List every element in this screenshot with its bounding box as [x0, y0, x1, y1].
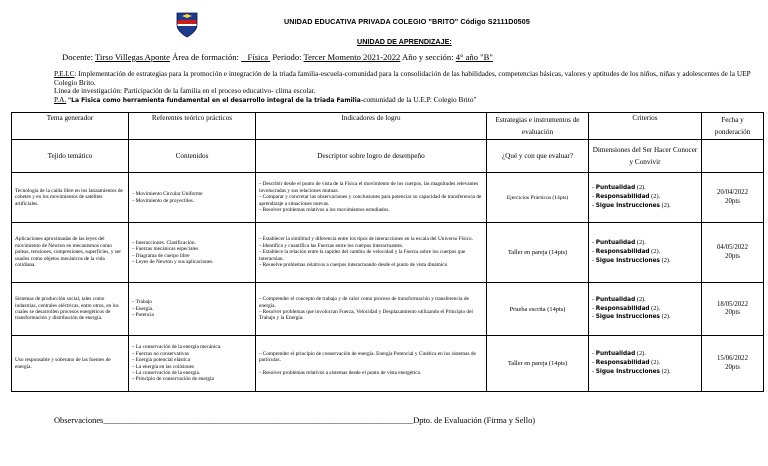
learning-unit-table	[11, 112, 764, 392]
peic-line: P.E.I.C: Implementación de estrategias para la promoción e integración de la triada familia-escuela-comunidad para la consolidación de las habilidades, competencias básicas, valores y aptitudes de los niños, niñas y adolescentes de la UEP Colegio Brito.	[54, 69, 751, 87]
criterios-cell: - Puntualidad (2). - Responsabilidad (2). - Sigue Instrucciones (2).	[589, 173, 702, 223]
indicadores-cell: – Describir desde el punto de vista de la Física el movimiento de los cuerpos, las magnitudes relevantes involucradas y sus relaciones mutuas. – Comparar y concretar las observaciones y conclusiones para potenciar su capacidad de transferencia de aprendizaje a situaciones nuevas. – Resolver problemas relativos a los movimientos estudiados.	[256, 173, 487, 223]
teacher-line: Docente: Tirso Villegas Aponte Área de formación: Física Periodo: Tercer Momento 2021-2022 Año y sección: 4° año "B"	[62, 52, 493, 62]
teacher-name: Tirso Villegas Aponte	[95, 52, 170, 62]
fecha-cell: 04/05/2022 20pts	[702, 223, 764, 283]
contenidos-cell: – La conservación de la energía mecánica. – Fuerzas no conservativas – Energía potencial elástica – La energía en las colisiones – La conservación de la energía. – Principio de conservación de energía	[129, 336, 256, 392]
header-criterios: Criterios	[589, 113, 702, 140]
sub-empty	[702, 140, 764, 173]
observations-blank: __________________________________________________________________________	[103, 416, 414, 425]
indicadores-cell: – Establecer la similitud y diferencia entre los tipos de interacciones en la escala del Universo Físico. – Identifica y cuantifica las Fuerzas entre los cuerpos interactuantes. – Establece la relación entre la rapidez del cambio de velocidad y la Fuerza sobre los cuerpos que interactúan. – Resuelve problemas relativos a cuerpos interactuando desde el punto de vista dinámico	[256, 223, 487, 283]
observations-label: Observaciones	[54, 416, 104, 425]
evaluacion-cell: Taller en pareja (14pts)	[487, 336, 589, 392]
tema-cell: Uso responsable y soberano de las fuentes de energía.	[12, 336, 129, 392]
section: 4° año "B"	[455, 52, 493, 62]
table-row	[12, 223, 764, 283]
fecha-cell: 20/04/2022 20pts	[702, 173, 764, 223]
signature-label: Dpto. de Evaluación (Firma y Sello)	[413, 416, 536, 425]
fecha-cell: 18/05/2022 20pts	[702, 283, 764, 336]
header-referentes: Referentes teórico prácticos	[129, 113, 256, 140]
header-fecha: Fecha y ponderación	[702, 113, 764, 140]
tema-cell: Tecnología de la caída libre en los lanzamientos de cohetes y en los movimientos de satélites artificiales.	[12, 173, 129, 223]
header-estrategias: Estrategias e instrumentos de evaluación	[487, 113, 589, 140]
evaluacion-cell: Taller en pareja (14pts)	[487, 223, 589, 283]
project-info	[54, 70, 759, 106]
contenidos-cell: – Trabajo – Energía. – Potencia	[129, 283, 256, 336]
indicadores-cell: – Comprender el principio de conservación de energía. Energía Potencial y Cinética en los sistemas de partículas. – Resolver problemas relativos a sistemas desde el punto de vista energético.	[256, 336, 487, 392]
table-header-row	[12, 113, 764, 140]
header-indicadores: Indicadores de logro	[256, 113, 487, 140]
criterios-cell: - Puntualidad (2). - Responsabilidad (2). - Sigue Instrucciones (2).	[589, 336, 702, 392]
tema-cell: Sistemas de producción social, tales como industrias, centrales eléctricas, entre otros, en los cuales se desarrollen procesos energéticos de transformación y distribución de energía.	[12, 283, 129, 336]
school-logo	[176, 12, 198, 38]
evaluacion-cell: Ejercicios Prácticos (14pts)	[487, 173, 589, 223]
period: Tercer Momento 2021-2022	[303, 52, 401, 62]
sub-que-evaluar: ¿Qué y con que evaluar?	[487, 140, 589, 173]
table-row	[12, 283, 764, 336]
header-tema: Tema generador	[12, 113, 129, 140]
table-subheader-row	[12, 140, 764, 173]
sub-descriptor: Descriptor sobre logro de desempeño	[256, 140, 487, 173]
observations-line	[54, 416, 535, 425]
sub-tejido: Tejido temático	[12, 140, 129, 173]
contenidos-cell: – Movimiento Circular Uniforme – Movimiento de proyectiles.	[129, 173, 256, 223]
unit-title: UNIDAD DE APRENDIZAJE:	[357, 37, 452, 46]
table-row	[12, 336, 764, 392]
indicadores-cell: – Comprender el concepto de trabajo y de calor como proceso de transformación y transferencia de energía. – Resolver problemas que involucran Fuerza, Velocidad y Desplazamiento utilizando el Principio del Trabajo y la Energía.	[256, 283, 487, 336]
evaluacion-cell: Prueba escrita (14pts)	[487, 283, 589, 336]
sub-contenidos: Contenidos	[129, 140, 256, 173]
table-row	[12, 173, 764, 223]
subject-area: Física	[247, 52, 269, 62]
pa-line: P.A. "La Fisica como herramienta fundamental en el desarrollo integral de la triada Familia-comunidad de la U.E.P. Colegio Brito"	[54, 95, 477, 105]
sub-dimensiones: Dimensiones del Ser Hacer Conocer y Convivir	[589, 140, 702, 173]
contenidos-cell: – Interacciones. Clasificación. – Fuerzas mecánicas especiales – Diagrama de cuerpo libre – Leyes de Newton y sus aplicaciones.	[129, 223, 256, 283]
school-title: UNIDAD EDUCATIVA PRIVADA COLEGIO "BRITO" Código S2111D0505	[284, 17, 530, 26]
criterios-cell: - Puntualidad (2). - Responsabilidad (2). - Sigue Instrucciones (2).	[589, 283, 702, 336]
research-line: Línea de investigación: Participación de la familia en el proceso educativo- clima escolar.	[54, 86, 316, 96]
tema-cell: Aplicaciones aproximadas de las leyes del movimiento de Newton en mecanismos como poleas, tensiones, compresiones, superficies, y ser usados como objetos mecánicos de la vida cotidiana.	[12, 223, 129, 283]
criterios-cell: - Puntualidad (2). - Responsabilidad (2). - Sigue Instrucciones (2).	[589, 223, 702, 283]
fecha-cell: 15/06/2022 20pts	[702, 336, 764, 392]
